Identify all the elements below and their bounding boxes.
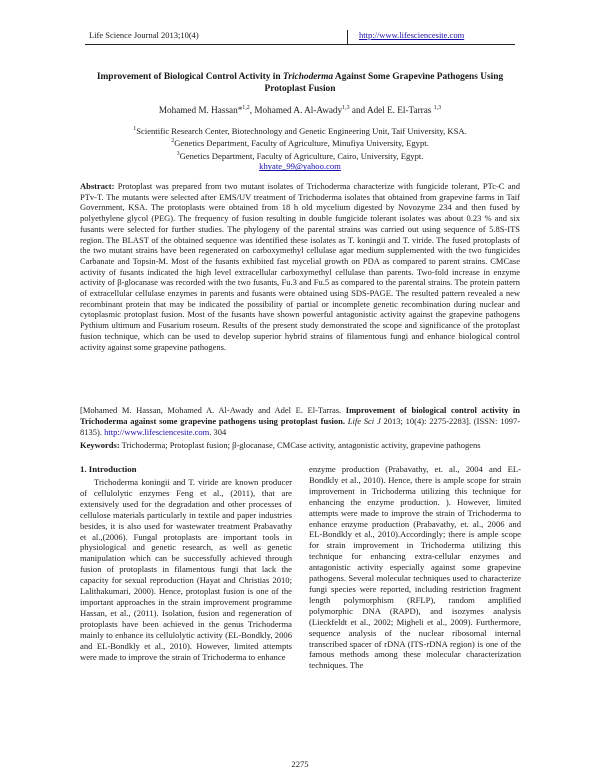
keywords-label: Keywords: (80, 440, 120, 450)
paper-title: Improvement of Biological Control Activity in Trichoderma Against Some Grapevine Pathogens Using Protoplast Fusion (96, 72, 504, 94)
intro-paragraph-right: enzyme production (Prabavathy, et. al., 2004 and EL-Bondkly et al., 2010). Hence, there is ample scope for strain improvement in Trichoderma utilizing this technique for enhancing the enzyme production. ). However, limited attempts were made to improve the strain of Trichoderma to enhance enzyme production (Prabavathy, et. al., 2006 and EL-Bondkly et al., 2010).Accordingly; there is ample scope for strain improvement in Trichoderma utilizing this technique for enhancing extra-cellular enzymes and antagonistic activity especially against some grapevine pathogens. Several molecular techniques used to characterize fungi species were reported, including restriction fragment length polymorphism (RFLP), random amplified polymorphic DNA (RAPD), and isozymes analysis (Lieckfeldt et al., 2002; Migheli et al., 2009). Furthermore, sequence analysis of the nuclear ribosomal internal transcribed spacer of rDNA (ITS-rDNA region) is one of the famous methods among these molecular characterization techniques. The (309, 464, 521, 671)
abstract-label: Abstract: (80, 181, 115, 191)
intro-paragraph-left: Trichoderma koningii and T. viride are known producer of cellulolytic enzymes Feng et al., (2011), that are extensively used for the degradation and other processes of cellulose materials particularly in textile and paper industries besides, it is also used for wastewater treatment Prabavathy et al.,(2006). Fungal protoplasts are important tools in physiological and genetic research, as well as genetic manipulation which can be successfully achieved through fusion of protoplasts in filamentous fungi that lack the capacity for sexual reproduction (Hayat and Christias 2010; Lalithakumari, 2000). Hence, protoplast fusion is one of the important approaches in the strain improvement programme Hassan, et al., (2011). Isolation, fusion and regeneration of protoplasts have been achieved in the genus Trichoderma mainly to enhance its cellulolytic activity (EL-Bondkly, 2006 and EL-Bondkly et al., 2010). However, limited attempts were made to improve the strain of Trichoderma to enhance (80, 477, 292, 662)
affiliation-3: $^3$Genetics Department, Faculty of Agriculture, Cairo, University, Egypt. (176, 150, 424, 161)
header-rule (85, 44, 515, 45)
corresponding-email[interactable]: khyate_99@yahoo.com (259, 161, 341, 172)
abstract-text: Protoplast was prepared from two mutant isolates of Trichoderma characterize with fungicide tolerant, PTc-C and PTv-T. The mutants were selected after EMS/UV treatment of Trichoderma isolates that obtained from grapevine farms in Taif Government, KSA. The protoplasts were obtained from 18 h old mycelium digested by Novozyme 234 and then fused by polyethylene glycol (PEG). The frequency of fusion resulting in double fungicide tolerant isolates was about 0.23 % and six fusants were selected for further studies. The phylogeny of the parental strains was carried out using sequence of 5.8S-ITS region. The BLAST of the obtained sequence was identified these isolates as T. koningii and T. viride. The fused protoplasts of the two mutant strains have been regenerated on carboxymethyl cellulase agar medium supplemented with the two fungicides Carbanate and Topsin-M. Most of the fusants exhibited fast mycelial growth on PDA as compared to parent strains. CMCase activity of fusants indicated the high level extracellular carboxymethyl cellulase than parents. Two-fold increase in enzyme activity of β-glocanase was recorded with the two fusants, Fu.3 and Fu.5 as compared to the parental strains. The protein pattern of extracellular cellulase enzymes in parents and fusants were obtained using SDS-PAGE. The resulted pattern revealed a new recombinant protein that may be indicated the possibility of partial or incomplete genetic recombination during nuclear and cytoplasmic protoplast fusion. Most of the fusants have shown powerful antagonistic activity against the grapevine pathogens Pythium ultimum and Fusarium roseum. Results of the present study demonstrated the scope and significance of the protoplast fusion technique, which can be used to develop superior hybrid strains of filamentous fungi and enhance biological control activity against some grapevine pathogens. (80, 181, 521, 352)
affiliation-1: $^1$Scientific Research Center, Biotechnology and Genetic Engineering Unit, Taif University, KSA. (133, 125, 467, 136)
keywords (80, 440, 520, 451)
author-list: Mohamed M. Hassan*$^{1,2}$, Mohamed A. Al-Awady$^{1,3}$ and Adel E. El-Tarras $^{1,3}$ (158, 105, 442, 116)
running-head (85, 30, 515, 43)
citation (80, 405, 520, 437)
citation-number: . 304 (209, 426, 227, 437)
header-divider (347, 30, 348, 44)
citation-authors: [Mohamed M. Hassan, Mohamed A. Al-Awady and Adel E. El-Tarras. (80, 405, 342, 415)
citation-url[interactable]: http://www.lifesciencesite.com (104, 426, 210, 437)
affiliations (80, 124, 520, 172)
citation-details: 2013; 10(4): 2275-2283]. (ISSN: 1097-8135). (80, 415, 521, 437)
journal-name: Life Science Journal 2013;10(4) (89, 30, 199, 40)
column-left (80, 464, 292, 662)
citation-title: Improvement of biological control activity in Trichoderma against some grapevine pathogens using protoplast fusion. (80, 405, 521, 426)
abstract (80, 181, 520, 352)
citation-journal: Life Sci J (347, 415, 381, 426)
affiliation-2: $^2$Genetics Department, Faculty of Agriculture, Minufiya University, Egypt. (171, 138, 429, 149)
section-heading-introduction: 1. Introduction (80, 464, 137, 474)
keywords-text: Trichoderma; Protoplast fusion; β-glocanase, CMCase activity, antagonistic activity, grapevine pathogens (121, 440, 481, 450)
column-right (309, 464, 521, 671)
page-number: 2275 (291, 759, 309, 769)
journal-website-link[interactable]: http://www.lifesciencesite.com (359, 30, 465, 40)
